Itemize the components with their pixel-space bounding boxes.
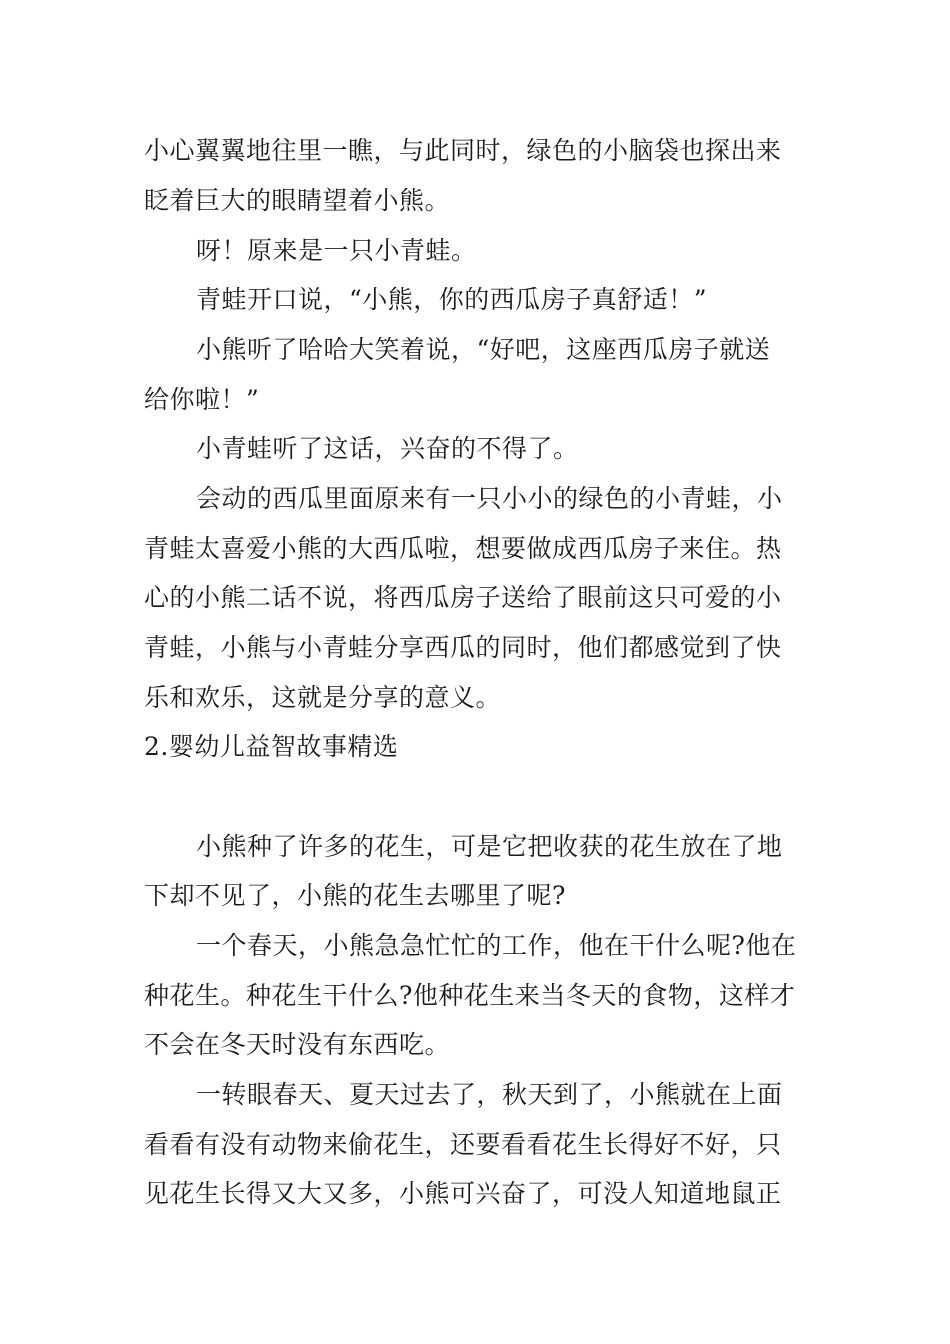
text-line: 给你啦！” xyxy=(144,385,260,414)
text-line: 下却不见了，小熊的花生去哪里了呢? xyxy=(144,881,566,910)
text-line: 不会在冬天时没有东西吃。 xyxy=(144,1030,451,1059)
text-line: 一转眼春天、夏天过去了，秋天到了，小熊就在上面 xyxy=(196,1080,783,1109)
text-line: 一个春天，小熊急急忙忙的工作，他在干什么呢?他在 xyxy=(196,931,797,960)
text-line: 心的小熊二话不说，将西瓜房子送给了眼前这只可爱的小 xyxy=(144,583,782,612)
text-line: 小熊种了许多的花生，可是它把收获的花生放在了地 xyxy=(196,832,783,861)
text-line: 小青蛙听了这话，兴奋的不得了。 xyxy=(196,434,579,463)
text-line: 青蛙，小熊与小青蛙分享西瓜的同时，他们都感觉到了快 xyxy=(144,633,782,662)
text-line: 小熊听了哈哈大笑着说，“好吧，这座西瓜房子就送 xyxy=(196,335,771,364)
text-line: 种花生。种花生干什么?他种花生来当冬天的食物，这样才 xyxy=(144,981,796,1010)
text-line: 见花生长得又大又多，小熊可兴奋了，可没人知道地鼠正 xyxy=(144,1179,782,1208)
text-line: 会动的西瓜里面原来有一只小小的绿色的小青蛙，小 xyxy=(196,484,783,513)
text-line: 眨着巨大的眼睛望着小熊。 xyxy=(144,186,451,215)
text-line: 看看有没有动物来偷花生，还要看看花生长得好不好，只 xyxy=(144,1130,782,1159)
text-line: 青蛙开口说，“小熊，你的西瓜房子真舒适！” xyxy=(196,285,708,314)
text-line: 呀！原来是一只小青蛙。 xyxy=(196,236,477,265)
text-line: 小心翼翼地往里一瞧，与此同时，绿色的小脑袋也探出来 xyxy=(144,136,782,165)
text-line: 乐和欢乐，这就是分享的意义。 xyxy=(144,683,502,712)
text-line: 青蛙太喜爱小熊的大西瓜啦，想要做成西瓜房子来住。热 xyxy=(144,534,782,563)
section-heading: 2.婴幼儿益智故事精选 xyxy=(144,732,399,761)
